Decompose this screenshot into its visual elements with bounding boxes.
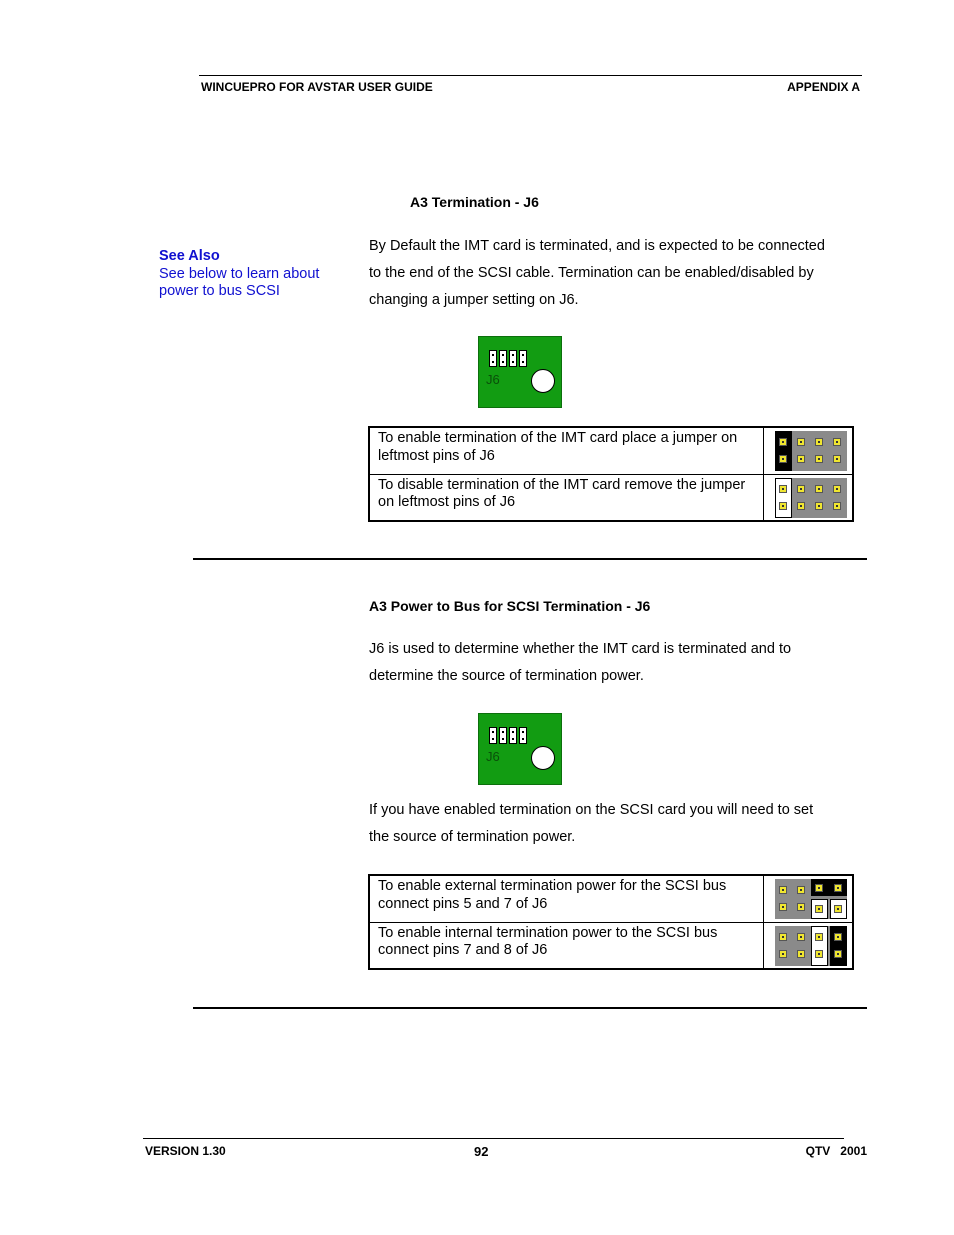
- see-also-line2: power to bus SCSI: [159, 283, 280, 299]
- termination-power-table: [368, 874, 854, 970]
- section2-para1-line2: determine the source of termination power.: [369, 668, 644, 684]
- board-mount-hole: [531, 746, 555, 770]
- board-mount-hole: [531, 369, 555, 393]
- table-row: [369, 474, 853, 521]
- table-row: [369, 922, 853, 969]
- see-also-line1: See below to learn about: [159, 265, 320, 282]
- j6-board-label: J6: [486, 749, 500, 764]
- section2-para1-line1: J6 is used to determine whether the IMT card is terminated and to: [369, 641, 792, 657]
- header-rule: [199, 75, 862, 76]
- j6-header-pins: [489, 727, 527, 744]
- page-number: 92: [474, 1144, 489, 1159]
- section2-paragraph1: [369, 636, 849, 690]
- jumper-header-icon: [775, 926, 847, 966]
- row-text: To disable termination of the IMT card remove the jumper on leftmost pins of J6: [369, 474, 764, 521]
- section1-para-line2: to the end of the SCSI cable. Termination can be enabled/disabled by: [369, 265, 814, 281]
- termination-table: [368, 426, 854, 522]
- section2-paragraph2: [369, 797, 849, 851]
- section1-paragraph: [369, 233, 849, 314]
- j6-board-diagram-2: [478, 713, 562, 785]
- jumper-header-icon: [775, 431, 847, 471]
- section2-para2-line2: the source of termination power.: [369, 829, 576, 845]
- j6-board-diagram: [478, 336, 562, 408]
- section2-title: A3 Power to Bus for SCSI Termination - J6: [369, 598, 651, 614]
- header-right: APPENDIX A: [787, 80, 860, 94]
- table-row: [369, 427, 853, 474]
- row-text: To enable external termination power for the SCSI bus connect pins 5 and 7 of J6: [369, 875, 764, 922]
- table-row: [369, 875, 853, 922]
- section2-para2-line1: If you have enabled termination on the SCSI card you will need to set: [369, 802, 814, 818]
- see-also-title: See Also: [159, 248, 220, 264]
- section-divider: [193, 558, 867, 560]
- jumper-diagram: [764, 474, 854, 521]
- footer-version: VERSION 1.30: [145, 1144, 226, 1158]
- j6-board-label: J6: [486, 372, 500, 387]
- header-left: WINCUEPRO FOR AVSTAR USER GUIDE: [201, 80, 433, 94]
- jumper-diagram: [764, 875, 854, 922]
- row-text: To enable termination of the IMT card place a jumper on leftmost pins of J6: [369, 427, 764, 474]
- footer-rule: [143, 1138, 844, 1139]
- section1-para-line3: changing a jumper setting on J6.: [369, 292, 579, 308]
- see-also-note: [159, 248, 319, 301]
- section1-para-line1: By Default the IMT card is terminated, and is expected to be connected: [369, 238, 825, 254]
- jumper-header-icon: [775, 478, 847, 518]
- section-divider-2: [193, 1007, 867, 1009]
- j6-header-pins: [489, 350, 527, 367]
- jumper-diagram: [764, 427, 854, 474]
- jumper-diagram: [764, 922, 854, 969]
- row-text: To enable internal termination power to the SCSI bus connect pins 7 and 8 of J6: [369, 922, 764, 969]
- footer-right: QTV 2001: [805, 1144, 867, 1158]
- section1-title: A3 Termination - J6: [410, 194, 539, 210]
- jumper-header-icon: [775, 879, 847, 919]
